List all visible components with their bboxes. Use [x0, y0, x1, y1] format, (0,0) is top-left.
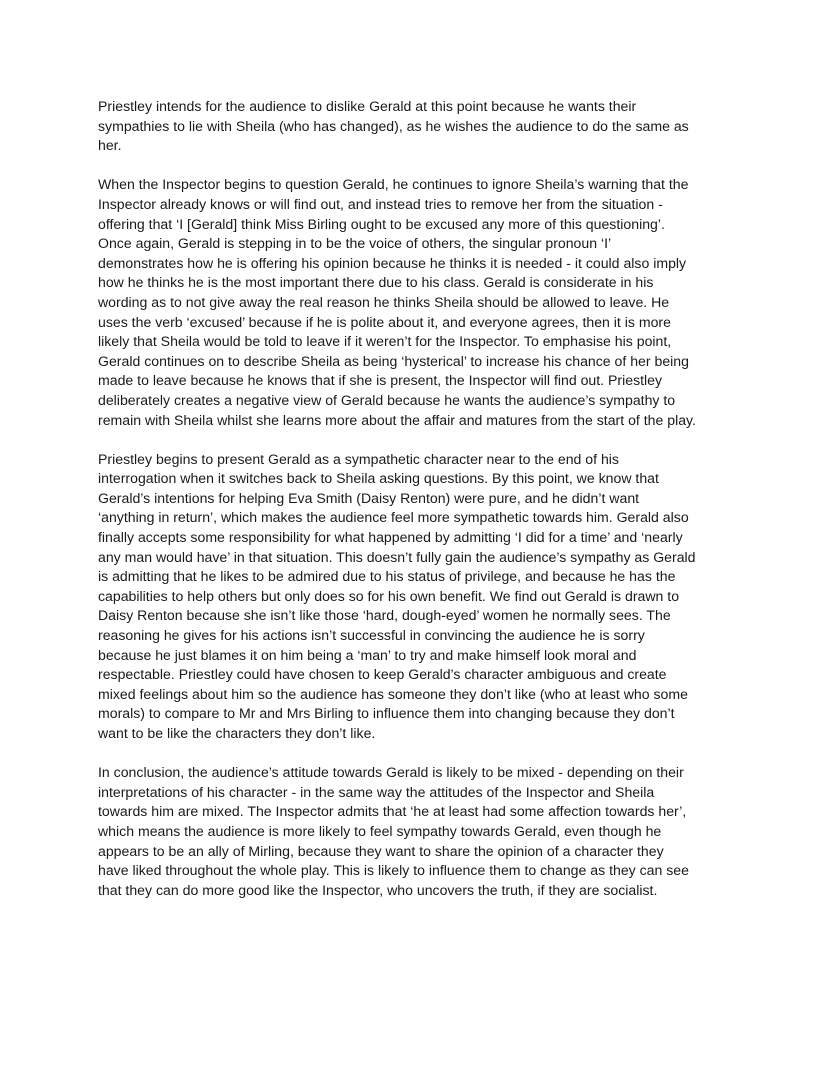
text-line: Inspector already knows or will find out, and instead tries to remove her from the situation -: [98, 195, 663, 212]
text-line: In conclusion, the audience’s attitude towards Gerald is likely to be mixed - depending on their: [98, 764, 684, 781]
text-line: When the Inspector begins to question Gerald, he continues to ignore Sheila’s warning that the: [98, 176, 689, 193]
text-line: any man would have’ in that situation. This doesn’t fully gain the audience’s sympathy as Gerald: [98, 548, 696, 565]
text-line: how he thinks he is the most important there due to his class. Gerald is considerate in his: [98, 274, 654, 291]
paragraph-conclusion: [98, 763, 738, 900]
text-line: that they can do more good like the Inspector, who uncovers the truth, if they are socialist.: [98, 881, 658, 898]
text-line: uses the verb ‘excused’ because if he is polite about it, and everyone agrees, then it is more: [98, 313, 671, 330]
text-line: respectable. Priestley could have chosen to keep Gerald’s character ambiguous and create: [98, 666, 667, 683]
text-line: because he just blames it on him being a ‘man’ to try and make himself look moral and: [98, 646, 637, 663]
text-line: want to be like the characters they don’t like.: [98, 725, 376, 741]
text-line: mixed feelings about him so the audience has someone they don’t like (who at least who some: [98, 685, 688, 702]
text-line: Priestley begins to present Gerald as a sympathetic character near to the end of his: [98, 450, 619, 467]
text-line: reasoning he gives for his actions isn’t successful in convincing the audience he is sorry: [98, 627, 645, 644]
text-line: capabilities to help others but only does so for his own benefit. We find out Gerald is drawn to: [98, 587, 680, 604]
text-line: interpretations of his character - in the same way the attitudes of the Inspector and Sheila: [98, 783, 655, 800]
text-line: have liked throughout the whole play. This is likely to influence them to change as they can see: [98, 862, 689, 879]
text-line: Gerald’s intentions for helping Eva Smith (Daisy Renton) were pure, and he didn’t want: [98, 489, 640, 506]
text-line: interrogation when it switches back to Sheila asking questions. By this point, we know that: [98, 470, 659, 487]
text-line: ‘anything in return’, which makes the audience feel more sympathetic towards him. Gerald also: [98, 509, 689, 526]
text-line: demonstrates how he is offering his opinion because he thinks it is needed - it could also imply: [98, 254, 687, 271]
text-line: is admitting that he likes to be admired due to his status of privilege, and because he has the: [98, 568, 676, 585]
text-line: morals) to compare to Mr and Mrs Birling to influence them into changing because they don’t: [98, 705, 675, 722]
text-line: her.: [98, 137, 122, 154]
text-line: finally accepts some responsibility for what happened by admitting ‘I did for a time’ and ‘nearly: [98, 529, 683, 546]
paragraph-inspector-questions-gerald: [98, 175, 738, 430]
text-line: remain with Sheila whilst she learns more about the affair and matures from the start of the play.: [98, 411, 696, 428]
text-line: towards him are mixed. The Inspector admits that ‘he at least had some affection towards her’,: [98, 803, 687, 820]
text-line: Priestley intends for the audience to dislike Gerald at this point because he wants their: [98, 98, 637, 114]
text-line: wording as to not give away the real reason he thinks Sheila should be allowed to leave. He: [98, 293, 670, 310]
text-line: which means the audience is more likely to feel sympathy towards Gerald, even though he: [98, 822, 662, 839]
text-line: likely that Sheila would be told to leave if it weren’t for the Inspector. To emphasise his point,: [98, 333, 672, 350]
text-line: appears to be an ally of Mirling, because they want to share the opinion of a character they: [98, 842, 664, 859]
paragraph-intro: [98, 97, 738, 156]
text-line: deliberately creates a negative view of Gerald because he wants the audience’s sympathy to: [98, 391, 676, 408]
text-line: offering that ‘I [Gerald] think Miss Birling ought to be excused any more of this questioning’.: [98, 215, 665, 232]
text-line: sympathies to lie with Sheila (who has changed), as he wishes the audience to do the same as: [98, 117, 689, 134]
paragraph-sympathetic-character: [98, 450, 738, 744]
text-line: Once again, Gerald is stepping in to be the voice of others, the singular pronoun ‘I’: [98, 235, 612, 252]
text-line: made to leave because he knows that if she is present, the Inspector will find out. Priestley: [98, 372, 663, 389]
text-line: Gerald continues on to describe Sheila as being ‘hysterical’ to increase his chance of her being: [98, 352, 689, 369]
text-line: Daisy Renton because she isn’t like those ‘hard, dough-eyed’ women he normally sees. The: [98, 607, 671, 624]
document-body: [98, 97, 738, 920]
